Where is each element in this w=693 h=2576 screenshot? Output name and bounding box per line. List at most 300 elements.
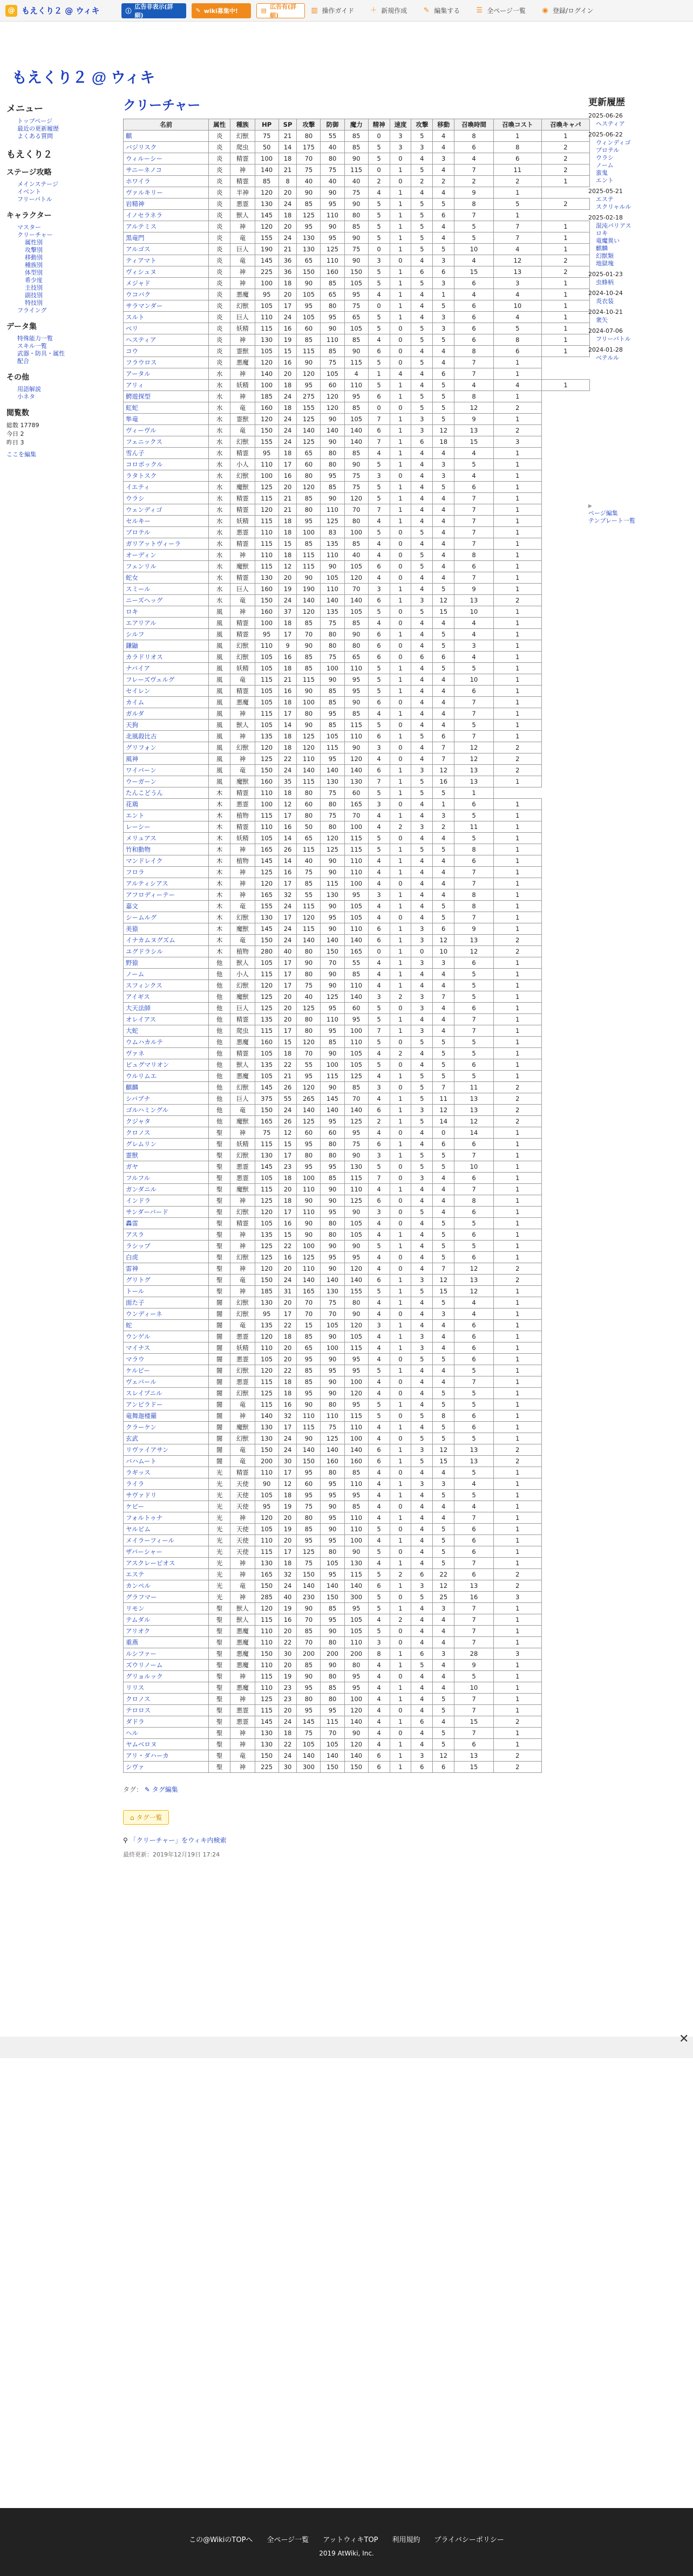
- creature-name-link[interactable]: クロノス: [124, 1127, 209, 1139]
- table-cell: 90: [321, 1501, 344, 1512]
- creature-name-link[interactable]: ティアマト: [124, 255, 209, 266]
- creature-name-link[interactable]: フロラ: [124, 867, 209, 878]
- creature-name-link[interactable]: トール: [124, 1286, 209, 1297]
- table-cell: 7: [454, 1694, 494, 1705]
- table-cell: 80: [297, 946, 321, 957]
- table-cell: 1: [493, 448, 541, 459]
- creature-name-link[interactable]: リモン: [124, 1603, 209, 1614]
- creature-name-link[interactable]: ヘル: [124, 1728, 209, 1739]
- sidebar-item-master[interactable]: マスター: [17, 224, 41, 231]
- plus-icon: ＋: [370, 6, 377, 15]
- creature-name-link[interactable]: テロロス: [124, 1705, 209, 1716]
- creature-name-link[interactable]: クロノス: [124, 1694, 209, 1705]
- creature-name-link[interactable]: アンピラドー: [124, 1399, 209, 1410]
- page-edit-link[interactable]: ページ編集: [588, 510, 618, 517]
- table-cell: 140: [344, 991, 368, 1003]
- history-date: 2024-01-28: [588, 346, 623, 353]
- creature-name-link[interactable]: たんこどうん: [124, 787, 209, 799]
- sidebar-sub-item[interactable]: 特技別: [25, 299, 43, 306]
- creature-name-link[interactable]: メイラーフィール: [124, 1535, 209, 1546]
- creature-name-link[interactable]: マラウ: [124, 1354, 209, 1365]
- creature-name-link[interactable]: ラタトスク: [124, 470, 209, 482]
- wiki-title[interactable]: もえくり２ @ ウィキ: [12, 69, 155, 86]
- creature-name-link[interactable]: スルト: [124, 312, 209, 323]
- history-item-link[interactable]: ウラシ: [596, 154, 614, 161]
- guide-link[interactable]: [310, 6, 355, 15]
- creature-name-link[interactable]: クジャタ: [124, 1116, 209, 1127]
- creature-name-link[interactable]: 竜舞迦楼羅: [124, 1410, 209, 1422]
- tag-edit-link[interactable]: ✎ タグ編集: [144, 1786, 178, 1793]
- table-cell: 神: [230, 391, 255, 402]
- table-cell: 18: [278, 1728, 297, 1739]
- creature-name-link[interactable]: ケルピー: [124, 1365, 209, 1376]
- creature-name-link[interactable]: マンドレイク: [124, 855, 209, 867]
- creature-name-link[interactable]: アスクレーピオス: [124, 1558, 209, 1569]
- sidebar-item-skills[interactable]: スキル一覧: [17, 342, 47, 350]
- creature-name-link[interactable]: ヴィシュヌ: [124, 266, 209, 278]
- sidebar-sub-item[interactable]: 体型別: [25, 269, 43, 276]
- table-row: [124, 697, 590, 708]
- history-item-link[interactable]: ノーム: [596, 162, 614, 169]
- table-cell: 4: [433, 561, 454, 572]
- creature-name-link[interactable]: アルティシアス: [124, 878, 209, 889]
- creature-name-link[interactable]: マイナス: [124, 1342, 209, 1354]
- creature-name-link[interactable]: スフィンクス: [124, 980, 209, 991]
- creature-name-link[interactable]: ヤルビム: [124, 1524, 209, 1535]
- creature-name-link[interactable]: アフロディーテー: [124, 889, 209, 901]
- table-cell: 110: [344, 1637, 368, 1648]
- sidebar-item-free-battle[interactable]: フリーバトル: [17, 196, 52, 203]
- table-cell: 0: [390, 878, 411, 889]
- table-cell: 5: [368, 1003, 390, 1014]
- sidebar-item-creature[interactable]: クリーチャー: [17, 231, 53, 238]
- sidebar-item-breeding[interactable]: 配合: [17, 358, 29, 365]
- creature-name-link[interactable]: 大天法師: [124, 1003, 209, 1014]
- history-item-link[interactable]: プロテル: [596, 147, 620, 154]
- history-item-link[interactable]: ベテルル: [596, 354, 620, 361]
- creature-name-link[interactable]: ウムハカルテ: [124, 1037, 209, 1048]
- table-row: [124, 482, 590, 493]
- table-cell: 90: [297, 1603, 321, 1614]
- history-item-link[interactable]: エント: [596, 177, 614, 184]
- table-cell: 6: [454, 1354, 494, 1365]
- creature-name-link[interactable]: サンダーバード: [124, 1207, 209, 1218]
- creature-name-link[interactable]: ケビー: [124, 1501, 209, 1512]
- history-item-link[interactable]: 麒麟: [596, 245, 608, 252]
- table-cell: 1: [493, 901, 541, 912]
- table-cell: 15: [278, 346, 297, 357]
- history-item-link[interactable]: ウィンディゴ: [596, 139, 631, 146]
- creature-name-link[interactable]: ウコバク: [124, 289, 209, 300]
- creature-name-link[interactable]: アスラ: [124, 1229, 209, 1241]
- table-cell: 4: [411, 1252, 433, 1263]
- related-search[interactable]: [123, 1835, 578, 1845]
- creature-name-link[interactable]: 鰐遊探型: [124, 391, 209, 402]
- table-cell: 光: [209, 1592, 230, 1603]
- creature-name-link[interactable]: 天狗: [124, 720, 209, 731]
- table-cell: 80: [321, 1229, 344, 1241]
- sidebar-item-tips[interactable]: 小ネタ: [17, 393, 35, 400]
- creature-name-link[interactable]: スレイプニル: [124, 1388, 209, 1399]
- creature-name-link[interactable]: オーディン: [124, 550, 209, 561]
- sidebar-sub-item[interactable]: 種族別: [25, 262, 43, 269]
- table-cell: 1: [493, 878, 541, 889]
- table-cell: 4: [411, 1422, 433, 1433]
- table-cell: 115: [344, 1173, 368, 1184]
- creature-name-link[interactable]: ダドラ: [124, 1716, 209, 1728]
- creature-name-link[interactable]: サヴァドリ: [124, 1490, 209, 1501]
- creature-name-link[interactable]: ユグドラシル: [124, 946, 209, 957]
- creature-name-link[interactable]: コロポックル: [124, 459, 209, 470]
- creature-name-link[interactable]: サラマンダー: [124, 300, 209, 312]
- footer-link-privacy[interactable]: プライバシーポリシー: [434, 2536, 504, 2544]
- table-cell: 闇: [209, 1376, 230, 1388]
- creature-name-link[interactable]: ガンダニル: [124, 1184, 209, 1195]
- close-icon[interactable]: ✕: [679, 2032, 689, 2046]
- creature-name-link[interactable]: メジャド: [124, 278, 209, 289]
- creature-name-link[interactable]: 白虎: [124, 1252, 209, 1263]
- table-cell: 2: [541, 266, 589, 278]
- creature-name-link[interactable]: バハムート: [124, 1456, 209, 1467]
- sidebar-item-special[interactable]: 特殊能力一覧: [17, 335, 53, 342]
- history-item-link[interactable]: 地獄塊: [596, 260, 614, 267]
- creature-name-link[interactable]: ウェンディゴ: [124, 504, 209, 516]
- creature-name-link[interactable]: インドラ: [124, 1195, 209, 1207]
- creature-name-link[interactable]: 麒麟: [124, 1082, 209, 1093]
- creature-name-link[interactable]: 雪ん子: [124, 448, 209, 459]
- sidebar-item-faq[interactable]: よくある質問: [17, 133, 53, 140]
- table-cell: 145: [255, 255, 278, 266]
- creature-name-link[interactable]: ラギッス: [124, 1467, 209, 1478]
- creature-name-link[interactable]: ガリアットヴィーラ: [124, 538, 209, 550]
- creature-name-link[interactable]: 美猿: [124, 923, 209, 935]
- creature-name-link[interactable]: 虹蛇: [124, 402, 209, 414]
- sidebar-item-flying[interactable]: フライング: [17, 307, 47, 314]
- creature-name-link[interactable]: 轟雷: [124, 1218, 209, 1229]
- table-cell: 他: [209, 980, 230, 991]
- topbar-site[interactable]: [5, 5, 100, 17]
- table-cell: 天使: [230, 1524, 255, 1535]
- creature-name-link[interactable]: ニーズヘッグ: [124, 595, 209, 606]
- wiki-recruit-button[interactable]: [192, 3, 251, 18]
- creature-name-link[interactable]: アルテミス: [124, 221, 209, 232]
- table-cell: 18: [278, 1195, 297, 1207]
- creature-name-link[interactable]: アリ・ダハーカ: [124, 1750, 209, 1762]
- sidebar-item-event[interactable]: イベント: [17, 188, 41, 195]
- table-cell: 60: [321, 380, 344, 391]
- creature-name-link[interactable]: フォルトゥナ: [124, 1512, 209, 1524]
- all-pages-link[interactable]: [475, 6, 526, 15]
- table-cell: 100: [297, 1241, 321, 1252]
- table-cell: 115: [255, 1139, 278, 1150]
- related-search-link[interactable]: 「クリーチャー」をウィキ内検索: [130, 1837, 227, 1844]
- creature-name-link[interactable]: ザバーシャー: [124, 1546, 209, 1558]
- footer-link-top[interactable]: この@WikiのTOPへ: [189, 2536, 253, 2544]
- ad-hide-button[interactable]: [121, 3, 186, 18]
- table-cell: 悪魔: [230, 1660, 255, 1671]
- creature-name-link[interactable]: ヴァルキリー: [124, 187, 209, 198]
- creature-name-link[interactable]: ヤムベロヌ: [124, 1739, 209, 1750]
- creature-name-link[interactable]: リリス: [124, 1682, 209, 1694]
- sidebar-item-glossary[interactable]: 用語解説: [17, 386, 41, 393]
- creature-name-link[interactable]: アリィ: [124, 380, 209, 391]
- creature-name-link[interactable]: ゴルハミングル: [124, 1105, 209, 1116]
- table-cell: 5: [368, 1241, 390, 1252]
- creature-name-link[interactable]: ウラシ: [124, 493, 209, 504]
- page-title: クリーチャー: [123, 98, 201, 113]
- table-cell: 霊獣: [230, 414, 255, 425]
- creature-name-link[interactable]: アイギス: [124, 991, 209, 1003]
- creature-name-link[interactable]: ライラ: [124, 1478, 209, 1490]
- table-cell: 1: [390, 436, 411, 448]
- creature-name-link[interactable]: 面た子: [124, 1297, 209, 1308]
- creature-name-link[interactable]: フェニックス: [124, 436, 209, 448]
- table-cell: 160: [255, 402, 278, 414]
- footer-link-terms[interactable]: 利用規約: [392, 2536, 420, 2544]
- creature-name-link[interactable]: シヴァ: [124, 1762, 209, 1773]
- history-item-link[interactable]: 竜魔異い: [596, 237, 620, 244]
- table-cell: 21: [278, 674, 297, 686]
- table-cell: 24: [278, 1444, 297, 1456]
- creature-name-link[interactable]: 嘉文: [124, 901, 209, 912]
- creature-name-link[interactable]: カラドリオス: [124, 652, 209, 663]
- history-item-link[interactable]: スクリャルル: [596, 203, 631, 210]
- history-item-link[interactable]: ヘスティア: [596, 120, 625, 127]
- creature-name-link[interactable]: プロテル: [124, 527, 209, 538]
- sidebar-edit-link[interactable]: ここを編集: [6, 451, 36, 458]
- creature-name-link[interactable]: エント: [124, 810, 209, 821]
- table-cell: 95: [344, 1127, 368, 1139]
- table-cell: 5: [411, 787, 433, 799]
- table-cell: 1: [493, 187, 541, 198]
- creature-name-link[interactable]: 黒竜門: [124, 232, 209, 244]
- table-cell: 90: [297, 187, 321, 198]
- table-cell: 聖: [209, 1603, 230, 1614]
- history-item-link[interactable]: ロキ: [596, 230, 608, 237]
- creature-name-link[interactable]: クラーケン: [124, 1422, 209, 1433]
- creature-name-link[interactable]: 野猿: [124, 957, 209, 969]
- creature-name-link[interactable]: セルキー: [124, 516, 209, 527]
- creature-name-link[interactable]: リヴァイアサン: [124, 1444, 209, 1456]
- table-cell: 32: [278, 1569, 297, 1580]
- creature-name-link[interactable]: グリョルック: [124, 1671, 209, 1682]
- creature-name-link[interactable]: ヴァネ: [124, 1048, 209, 1059]
- table-cell: 5: [368, 482, 390, 493]
- table-cell: 0: [390, 912, 411, 923]
- sidebar-sub-item[interactable]: 副技別: [25, 292, 43, 299]
- creature-name-link[interactable]: エステ: [124, 1569, 209, 1580]
- creature-name-link[interactable]: グリトグ: [124, 1275, 209, 1286]
- creature-name-link[interactable]: 北風殺比古: [124, 731, 209, 742]
- creature-name-link[interactable]: ヴィーヴル: [124, 425, 209, 436]
- history-item-link[interactable]: フリーバトル: [596, 335, 631, 342]
- history-item-link[interactable]: 混沌パリアス: [596, 222, 631, 229]
- table-cell: 4: [411, 1399, 433, 1410]
- creature-name-link[interactable]: 鎌鼬: [124, 640, 209, 652]
- creature-name-link[interactable]: ウルリムエ: [124, 1071, 209, 1082]
- creature-name-link[interactable]: フレーズヴェルグ: [124, 674, 209, 686]
- creature-name-link[interactable]: セイレン: [124, 686, 209, 697]
- table-cell: 18: [278, 516, 297, 527]
- creature-name-link[interactable]: ズウリノーム: [124, 1660, 209, 1671]
- creature-name-link[interactable]: イエティ: [124, 482, 209, 493]
- history-item-link[interactable]: 蛮鬼: [596, 169, 608, 176]
- table-cell: 妖精: [230, 1139, 255, 1150]
- table-cell: 3: [433, 1308, 454, 1320]
- creature-name-link[interactable]: フルフル: [124, 1173, 209, 1184]
- creature-name-link[interactable]: ノーム: [124, 969, 209, 980]
- creature-name-link[interactable]: ガルダ: [124, 708, 209, 720]
- creature-name-link[interactable]: ヴェバール: [124, 1376, 209, 1388]
- table-cell: 150: [297, 1456, 321, 1467]
- creature-name-link[interactable]: ナバイア: [124, 663, 209, 674]
- creature-name-link[interactable]: ウーガーン: [124, 776, 209, 787]
- table-cell: 7: [454, 697, 494, 708]
- creature-name-link[interactable]: ワイバーン: [124, 765, 209, 776]
- table-cell: 60: [344, 1003, 368, 1014]
- creature-name-link[interactable]: ウンゲル: [124, 1331, 209, 1342]
- table-cell: 5: [433, 640, 454, 652]
- creature-name-link[interactable]: アリオク: [124, 1626, 209, 1637]
- creature-name-link[interactable]: ウィルーシー: [124, 153, 209, 165]
- table-cell: 1: [390, 765, 411, 776]
- ad-detail-button[interactable]: [256, 3, 305, 18]
- creature-name-link[interactable]: イノセラネラ: [124, 210, 209, 221]
- creature-name-link[interactable]: 霊獣: [124, 1150, 209, 1161]
- table-cell: 1: [390, 1490, 411, 1501]
- table-cell: 1: [390, 1603, 411, 1614]
- creature-name-link[interactable]: オレイアス: [124, 1014, 209, 1025]
- table-cell: 4: [433, 878, 454, 889]
- creature-name-link[interactable]: 大蛇: [124, 1025, 209, 1037]
- creature-name-link[interactable]: ヘスティア: [124, 334, 209, 346]
- table-cell: 水: [209, 550, 230, 561]
- creature-name-link[interactable]: イナカムヌグズム: [124, 935, 209, 946]
- history-item-link[interactable]: 炎衣装: [596, 298, 614, 305]
- creature-name-link[interactable]: ホワイラ: [124, 176, 209, 187]
- table-cell: 5: [433, 1037, 454, 1048]
- table-cell: 4: [433, 1512, 454, 1524]
- table-cell: 竜: [230, 232, 255, 244]
- sidebar-item-top[interactable]: トップページ: [17, 118, 53, 125]
- table-cell: 4: [433, 1320, 454, 1331]
- table-row: [124, 425, 590, 436]
- creature-name-link[interactable]: エアリアル: [124, 618, 209, 629]
- sidebar-sub-item[interactable]: 主技別: [25, 284, 43, 291]
- creature-name-link[interactable]: スミール: [124, 584, 209, 595]
- history-item-link[interactable]: 幻獣類: [596, 252, 614, 259]
- table-cell: 22: [278, 1739, 297, 1750]
- expand-icon[interactable]: ▸: [588, 502, 593, 510]
- creature-name-link[interactable]: 岩精神: [124, 198, 209, 210]
- header: [0, 22, 693, 94]
- creature-name-link[interactable]: カンペル: [124, 1580, 209, 1592]
- table-cell: 3: [411, 414, 433, 425]
- creature-name-link[interactable]: メリュアス: [124, 833, 209, 844]
- creature-name-link[interactable]: 花鶏: [124, 799, 209, 810]
- creature-name-link[interactable]: シバブナ: [124, 1093, 209, 1105]
- edit-link[interactable]: [422, 6, 460, 15]
- table-cell: 5: [411, 1660, 433, 1671]
- creature-name-link[interactable]: カイム: [124, 697, 209, 708]
- login-link[interactable]: [541, 6, 593, 15]
- table-cell: 聖: [209, 1161, 230, 1173]
- table-cell: 150: [255, 595, 278, 606]
- footer-link-atwiki[interactable]: アットウィキTOP: [323, 2536, 378, 2544]
- creature-name-link[interactable]: ルシファー: [124, 1648, 209, 1660]
- creature-name-link[interactable]: グレムリン: [124, 1139, 209, 1150]
- creature-name-link[interactable]: フラウロス: [124, 357, 209, 368]
- creature-name-link[interactable]: ビュグマリオン: [124, 1059, 209, 1071]
- creature-name-link[interactable]: ラシップ: [124, 1241, 209, 1252]
- table-cell: 1: [493, 821, 541, 833]
- creature-name-link[interactable]: 竹和動物: [124, 844, 209, 855]
- creature-name-link[interactable]: 玄武: [124, 1433, 209, 1444]
- creature-name-link[interactable]: バジリスク: [124, 142, 209, 153]
- creature-name-link[interactable]: ベリ: [124, 323, 209, 334]
- creature-name-link[interactable]: ロキ: [124, 606, 209, 618]
- table-cell: 7: [368, 504, 390, 516]
- creature-name-link[interactable]: 風神: [124, 753, 209, 765]
- sidebar-item-equipment[interactable]: 武器・防具・属性: [17, 350, 65, 357]
- creature-name-link[interactable]: ウンディーネ: [124, 1308, 209, 1320]
- table-cell: 18: [278, 1558, 297, 1569]
- table-cell: 19: [278, 334, 297, 346]
- creature-name-link[interactable]: ガヤ: [124, 1161, 209, 1173]
- sidebar-sub-item[interactable]: 属性別: [25, 239, 43, 246]
- creature-name-link[interactable]: 麒: [124, 131, 209, 142]
- creature-name-link[interactable]: テムダル: [124, 1614, 209, 1626]
- table-cell: 95: [344, 1490, 368, 1501]
- creature-name-link[interactable]: シルフ: [124, 629, 209, 640]
- creature-name-link[interactable]: フェンリル: [124, 561, 209, 572]
- table-cell: 95: [321, 1365, 344, 1376]
- sidebar-item-main-stage[interactable]: メインステージ: [17, 181, 59, 188]
- template-list-link[interactable]: テンプレート一覧: [588, 517, 636, 524]
- creature-name-link[interactable]: 蛇: [124, 1320, 209, 1331]
- sidebar-item-recent[interactable]: 最近の更新履歴: [17, 125, 59, 132]
- creature-name-link[interactable]: アルゴス: [124, 244, 209, 255]
- sidebar-sub-item[interactable]: 希少度: [25, 277, 43, 284]
- creature-name-link[interactable]: アータル: [124, 368, 209, 380]
- history-item-link[interactable]: 衆矢: [596, 317, 608, 324]
- creature-name-link[interactable]: 重燕: [124, 1637, 209, 1648]
- history-item-link[interactable]: 虫蜂柄: [596, 279, 614, 286]
- creature-name-link[interactable]: グラフマー: [124, 1592, 209, 1603]
- table-cell: 100: [321, 663, 344, 674]
- creature-name-link[interactable]: 雷神: [124, 1263, 209, 1275]
- new-page-link[interactable]: [369, 6, 407, 15]
- sidebar-sub-item[interactable]: 攻撃別: [25, 246, 43, 254]
- table-cell: 1: [493, 844, 541, 855]
- wiki-logo-icon: @: [5, 5, 17, 17]
- creature-name-link[interactable]: コウ: [124, 346, 209, 357]
- footer-link-all[interactable]: 全ページ一覧: [267, 2536, 309, 2544]
- tag-list-button[interactable]: [123, 1810, 169, 1825]
- creature-name-link[interactable]: レーシー: [124, 821, 209, 833]
- creature-name-link[interactable]: 蛇女: [124, 572, 209, 584]
- history-item-link[interactable]: エステ: [596, 196, 614, 203]
- creature-name-link[interactable]: サニーネノコ: [124, 165, 209, 176]
- creature-name-link[interactable]: グリフォン: [124, 742, 209, 753]
- sidebar-sub-item[interactable]: 移動別: [25, 254, 43, 261]
- creature-name-link[interactable]: シームルグ: [124, 912, 209, 923]
- table-cell: 140: [344, 1716, 368, 1728]
- table-cell: 2: [390, 1048, 411, 1059]
- table-row: [124, 1671, 590, 1682]
- creature-name-link[interactable]: 隼竜: [124, 414, 209, 425]
- table-cell: 120: [255, 1263, 278, 1275]
